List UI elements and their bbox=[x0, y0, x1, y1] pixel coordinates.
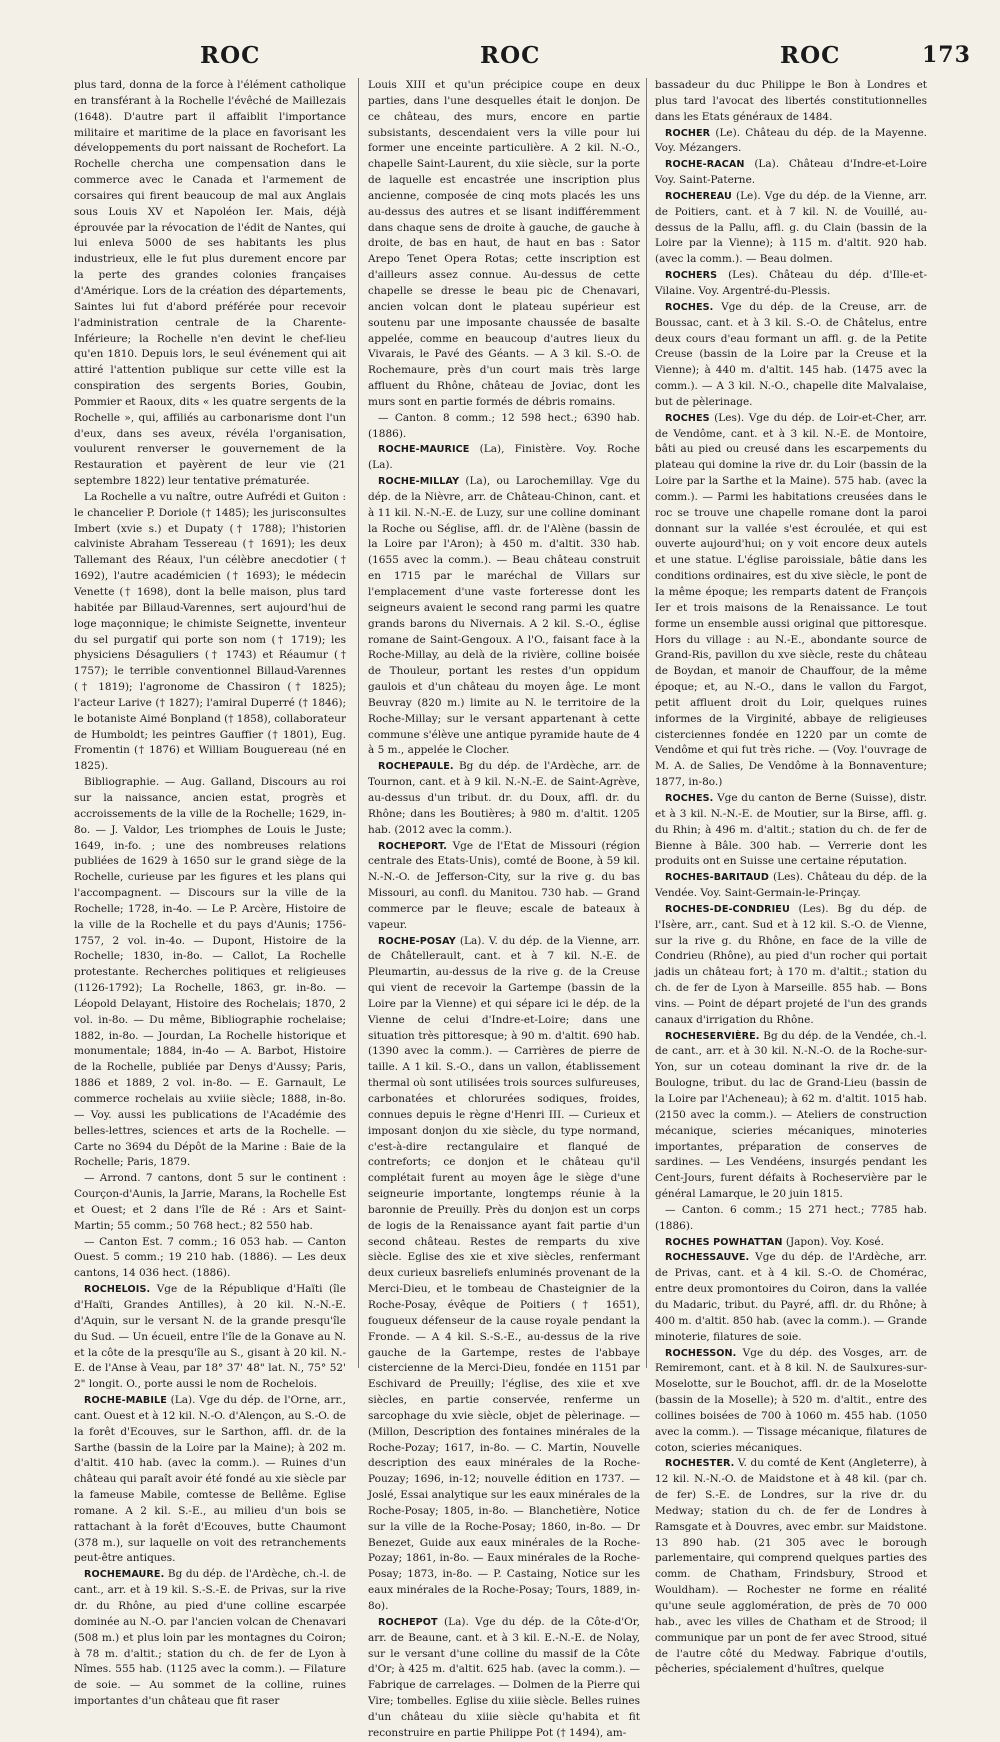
dictionary-entry bbox=[655, 268, 927, 300]
entry-paragraph bbox=[74, 78, 346, 490]
dictionary-entry bbox=[655, 1029, 927, 1203]
entry-text: Vge du dép. de l'Ardèche, arr. de Privas, cant. et à 4 kil. S.-O. de Chomérac, entre deux promontoires du Coiron, dans la vallée du Madaric, tribut. du Payré, affl. dr. du Rhône; à 400 m. d'altit. 850 hab. (avec la comm.). — Grande minoterie, filatures de soie. bbox=[655, 1251, 927, 1343]
entry-paragraph bbox=[74, 775, 346, 1171]
dictionary-entry bbox=[655, 902, 927, 1029]
dictionary-entry bbox=[368, 839, 640, 934]
entry-text: — Canton Est. 7 comm.; 16 053 hab. — Canton Ouest. 5 comm.; 19 210 hab. (1886). — Les deux cantons, 14 036 hect. (1886). bbox=[74, 1235, 346, 1280]
entry-headword: ROCHEMAURE. bbox=[84, 1569, 165, 1581]
dictionary-entry bbox=[368, 442, 640, 474]
entry-text: (La). V. du dép. de la Vienne, arr. de Châtellerault, cant. et à 7 kil. N.-E. de Pleumartin, au-dessus de la rive g. de la Creuse qui vient de recevoir la Gartempe (bassin de la Loire par la Vienne) et qui sépare ici le dép. de la Vienne de celui d'Indre-et-Loire; dans une situation très pittoresque; à 90 m. d'altit. 690 hab. (1390 avec la comm.). — Carrières de pierre de taille. A 1 kil. S.-O., dans un vallon, établissement thermal où sont utilisées trois sources sulfureuses, carbonatées et chlorurées sodiques, froides, connues depuis le règne d'Henri III. — Curieux et imposant donjon du xie siècle, du type normand, c'est-à-dire rectangulaire et flanqué de contreforts; ce donjon et le château qu'il complétait furent au moyen âge le siège d'une seigneurie importante, longtemps réunie à la baronnie de Preuilly. Près du donjon est un corps de logis de la Renaissance ayant fait partie d'un second château. Restes de remparts du xive siècle. Eglise des xie et xive siècles, renfermant deux curieux basreliefs enluminés provenant de la Merci-Dieu, et le tombeau de Chasteignier de la Roche-Posay, évêque de Poitiers († 1651), fougueux défenseur de la cause royale pendant la Fronde. — A 4 kil. S.-S.-E., au-dessus de la rive gauche de la Gartempe, restes de l'abbaye cistercienne de la Merci-Dieu, fondée en 1151 par Eschivard de Preuilly; l'église, des xiie et xve siècles, en partie conservée, renferme un sarcophage du xvie siècle, objet de pèlerinage. — (Millon, Description des fontaines minérales de la Roche-Pozay; 1617, in-8o. — C. Martin, Nouvelle description des eaux minérales de la Roche-Pouzay; 1696, in-12; nouvelle édition en 1737. — Joslé, Essai analytique sur les eaux minérales de la Roche-Posay; 1805, in-8o. — Blanchetière, Notice sur la ville de la Roche-Posay; 1860, in-8o. — Dr Benezet, Guide aux eaux minérales de la Roche-Pozay; 1861, in-8o. — Eaux minérales de la Roche-Posay; 1873, in-8o. — P. Castaing, Notice sur les eaux minérales de la Roche-Posay; Tours, 1889, in-8o). bbox=[368, 934, 640, 1612]
dictionary-entry bbox=[74, 1393, 346, 1567]
entry-text: Bg du dép. de l'Ardèche, arr. de Tournon, cant. et à 9 kil. N.-N.-E. de Saint-Agrève, au-dessus d'un tribut. dr. du Doux, affl. dr. du Rhône; dans les Boutières; à 980 m. d'altit. 1205 hab. (2012 avec la comm.). bbox=[368, 760, 640, 836]
entry-headword: ROCHE-MABILE bbox=[84, 1395, 167, 1407]
dictionary-entry bbox=[655, 157, 927, 189]
entry-headword: ROCHES. bbox=[665, 301, 714, 313]
running-head-left: ROC bbox=[200, 42, 261, 69]
entry-paragraph bbox=[74, 1171, 346, 1234]
dictionary-entry bbox=[368, 934, 640, 1615]
entry-text: (La), Finistère. Voy. Roche (La). bbox=[368, 443, 640, 472]
entry-text: — Canton. 6 comm.; 15 271 hect.; 7785 hab. (1886). bbox=[655, 1203, 927, 1232]
entry-text: bassadeur du duc Philippe le Bon à Londres et plus tard l'avocat des libertés constitutionnelles dans les Etats généraux de 1484. bbox=[655, 79, 927, 123]
dictionary-entry bbox=[74, 1567, 346, 1710]
entry-headword: ROCHEPOT bbox=[378, 1616, 438, 1628]
entry-headword: ROCHERS bbox=[665, 270, 718, 282]
entry-headword: ROCHES-BARITAUD bbox=[665, 872, 769, 884]
dictionary-entry bbox=[655, 791, 927, 870]
dictionary-entry bbox=[368, 759, 640, 838]
entry-paragraph bbox=[368, 411, 640, 443]
entry-text: (La). Vge du dép. de l'Orne, arr., cant. Ouest et à 12 kil. N.-O. d'Alençon, au S.-O. de la forêt d'Ecouves, sur le Sarthon, affl. dr. de la Sarthe (bassin de la Loire par la Maine); à 202 m. d'altit. 410 hab. (avec la comm.). — Ruines d'un château qui paraît avoir été fondé au xie siècle par la fameuse Mabile, comtesse de Bellême. Eglise romane. A 2 kil. S.-E., au milieu d'un bois se rattachant à la forêt d'Ecouves, butte Chaumont (378 m.), sur laquelle on voit des retranchements peut-être antiques. bbox=[74, 1394, 346, 1565]
page-number: 173 bbox=[922, 42, 971, 68]
entry-text: (Le). Château du dép. de la Mayenne. Voy. Mézangers. bbox=[655, 126, 927, 155]
entry-text: Vge du dép. des Vosges, arr. de Remiremont, cant. et à 8 kil. N. de Saulxures-sur-Moselotte, sur le Bouchot, affl. dr. de la Moselotte (bassin de la Moselle); à 520 m. d'altit., entre des collines boisées de 700 à 1060 m. 455 hab. (1050 avec la comm.). — Tissage mécanique, filatures de coton, scieries mécaniques. bbox=[655, 1346, 927, 1454]
entry-paragraph bbox=[655, 78, 927, 126]
entry-text: (Les). Bg du dép. de l'Isère, arr., cant. Sud et à 12 kil. S.-O. de Vienne, sur la rive g. du Rhône, en face de la ville de Condrieu (Rhône), au pied d'un rocher qui portait jadis un château fort; à 170 m. d'altit.; station du ch. de fer de Lyon à Marseille. 855 hab. — Bons vins. — Point de départ projeté de l'un des grands canaux d'irrigation du Rhône. bbox=[655, 902, 927, 1026]
text-column-2 bbox=[368, 78, 640, 1739]
entry-headword: ROCHES bbox=[665, 412, 710, 424]
entry-text: (Japon). Voy. Kosé. bbox=[782, 1235, 884, 1248]
entry-text: plus tard, donna de la force à l'élément catholique en transférant à la Rochelle l'évêché de Maillezais (1648). D'autre part il affaiblit l'importance militaire et maritime de la place en favorisant les développements du port naissant de Rochefort. La Rochelle chercha une compensation dans le commerce avec le Canada et l'armement de corsaires qui firent beaucoup de mal aux Anglais sous Louis XV et Napoléon Ier. Mais, déjà éprouvée par la révocation de l'édit de Nantes, qui lui enleva 5000 de ses habitants les plus industrieux, elle le fut plus durement encore par la perte des grandes colonies françaises d'Amérique. Lors de la création des départements, Saintes lui fut d'abord préférée pour recevoir l'administration centrale de la Charente-Inférieure; la Rochelle n'en devint le chef-lieu qu'en 1810. Depuis lors, le seul événement qui ait attiré l'attention publique sur cette ville est la conspiration des sergents Bories, Goubin, Pommier et Raoux, dits « les quatre sergents de la Rochelle », qui, affiliés au carbonarisme dont l'un d'eux, dans ses aveux, révéla l'organisation, voulurent renverser le gouvernement de la Restauration et payèrent de leur vie (21 septembre 1822) leur tentative prématurée. bbox=[74, 79, 346, 488]
dictionary-entry bbox=[655, 1250, 927, 1345]
entry-text: Bg du dép. de la Vendée, ch.-l. de cant., arr. et à 30 kil. N.-N.-O. de la Roche-sur-Yon, sur un coteau dominant la rive dr. de la Boulogne, tribut. du lac de Grand-Lieu (bassin de la Loire par l'Acheneau); à 62 m. d'altit. 1015 hab. (2150 avec la comm.). — Ateliers de construction mécanique, scieries mécaniques, minoteries importantes, préparation de conserves de sardines. — Les Vendéens, insurgés pendant les Cent-Jours, furent défaits à Rocheservière par le général Lamarque, le 20 juin 1815. bbox=[655, 1029, 927, 1201]
entry-headword: ROCHE-RACAN bbox=[665, 159, 745, 171]
entry-headword: ROCHESSAUVE. bbox=[665, 1252, 750, 1264]
entry-headword: ROCHEPORT. bbox=[378, 840, 448, 852]
entry-text: — Arrond. 7 cantons, dont 5 sur le continent : Courçon-d'Aunis, la Jarrie, Marans, la Rochelle Est et Ouest; et 2 dans l'île de Ré : Ars et Saint-Martin; 55 comm.; 50 768 hect.; 82 550 hab. bbox=[74, 1172, 346, 1232]
entry-text: Vge de la République d'Haïti (île d'Haïti, Grandes Antilles), à 20 kil. N.-N.-E. d'Aquin, sur le versant N. de la grande presqu'île du Sud. — Un écueil, entre l'île de la Gonave au N. et la côte de la presqu'île au S., gisant à 20 kil. N.-E. de l'Anse à Veau, par 18° 37' 48" lat. N., 75° 52' 2" longit. O., porte aussi le nom de Rochelois. bbox=[74, 1283, 346, 1391]
entry-text: (Les). Château du dép. d'Ille-et-Vilaine. Voy. Argentré-du-Plessis. bbox=[655, 269, 927, 297]
entry-paragraph bbox=[74, 490, 346, 775]
column-divider bbox=[646, 78, 647, 1368]
text-column-3 bbox=[655, 78, 927, 1676]
entry-text: (La). Château d'Indre-et-Loire Voy. Saint-Paterne. bbox=[655, 158, 927, 187]
entry-text: — Canton. 8 comm.; 12 598 hect.; 6390 hab. (1886). bbox=[368, 411, 640, 440]
running-head-center: ROC bbox=[480, 42, 541, 69]
dictionary-entry bbox=[655, 1456, 927, 1678]
entry-headword: ROCHES-DE-CONDRIEU bbox=[665, 903, 790, 915]
dictionary-entry bbox=[655, 411, 927, 791]
entry-text: Vge du canton de Berne (Suisse), distr. et à 3 kil. N.-N.-E. de Moutier, sur la Birse, affl. g. du Rhin; à 496 m. d'altit.; station du ch. de fer de Bienne à Bâle. 300 hab. — Verrerie dont les produits ont en Suisse une certaine réputation. bbox=[655, 791, 927, 868]
entry-headword: ROCHESERVIÈRE. bbox=[665, 1030, 760, 1042]
dictionary-entry bbox=[655, 189, 927, 268]
entry-text: V. du comté de Kent (Angleterre), à 12 kil. N.-N.-O. de Maidstone et à 48 kil. (par ch. de fer) S.-E. de Londres, sur la rive dr. du Medway; station du ch. de fer de Londres à Ramsgate et à Douvres, avec embr. sur Maidstone. 13 890 hab. (21 305 avec le borough parlementaire, qui comprend quelques parties des comm. de Chatham, Frindsbury, Strood et Wouldham). — Rochester ne forme en réalité qu'une seule agglomération, de près de 70 000 hab., avec les villes de Chatham et de Strood; il communique par un pont de fer avec Strood, situé de l'autre côté du Medway. Fabrique d'outils, pêcheries, spécialement d'huîtres, quelque bbox=[655, 1457, 927, 1676]
entry-text: Vge du dép. de la Creuse, arr. de Boussac, cant. et à 3 kil. S.-O. de Châtelus, entre deux cours d'eau formant un affl. g. de la Petite Creuse (bassin de la Loire par la Creuse et la Vienne); à 440 m. d'altit. 145 hab. (1475 avec la comm.). — A 3 kil. N.-O., chapelle dite Malvalaise, but de pèlerinage. bbox=[655, 300, 927, 408]
entry-text: (La), ou Larochemillay. Vge du dép. de la Nièvre, arr. de Château-Chinon, cant. et à 11 kil. N.-N.-E. de Luzy, sur une colline dominant la Roche ou Séglise, affl. dr. de l'Alène (bassin de la Loire par l'Aron); à 450 m. d'altit. 330 hab. (1655 avec la comm.). — Beau château construit en 1715 par le maréchal de Villars sur l'emplacement d'une vaste forteresse dont les seigneurs avaient le second rang parmi les quatre grands barons du Nivernais. A 2 kil. S.-O., église romane de Saint-Gengoux. A l'O., faisant face à la Roche-Millay, au delà de la rivière, colline boisée de Thouleur, portant les restes d'un oppidum gaulois et d'un château du moyen âge. Le mont Beuvray (820 m.) limite au N. le territoire de la Roche-Millay; sur le versant appartenant à cette commune s'élève une antique pyramide haute de 4 à 5 m., appelée le Clocher. bbox=[368, 475, 640, 757]
entry-text: La Rochelle a vu naître, outre Aufrédi et Guiton : le chancelier P. Doriole († 1485); les jurisconsultes Imbert (xvie s.) et Dupaty († 1788); l'historien calviniste Abraham Tessereau († 1691); les deux Tallemant des Réaux, l'un célèbre anecdotier († 1692), l'autre académicien († 1693); le médecin Venette († 1698), dont la belle maison, plus tard habitée par Billaud-Varennes, sert aujourd'hui de loge maçonnique; le chimiste Seignette, inventeur du sel purgatif qui porte son nom († 1719); les physiciens Désaguliers († 1743) et Réaumur († 1757); le terrible conventionnel Billaud-Varennes († 1819); l'agronome de Chassiron († 1825); l'acteur Larive († 1827); l'amiral Duperré († 1846); le botaniste Aimé Bonpland († 1858), collaborateur de Humboldt; les peintres Gauffier († 1801), Eug. Fromentin († 1876) et William Bouguereau (né en 1825). bbox=[74, 490, 347, 773]
text-column-1 bbox=[74, 78, 347, 1708]
entry-headword: ROCHELOIS. bbox=[84, 1284, 151, 1296]
entry-text: (Le). Vge du dép. de la Vienne, arr. de Poitiers, cant. et à 7 kil. N. de Vouillé, au-dessus de la Pallu, affl. g. du Clain (bassin de la Loire par la Vienne); à 115 m. d'altit. 920 hab. (avec la comm.). — Beau dolmen. bbox=[655, 189, 927, 266]
dictionary-entry bbox=[368, 1615, 640, 1742]
entry-text: Bg du dép. de l'Ardèche, ch.-l. de cant., arr. et à 19 kil. S.-S.-E. de Privas, sur la rive dr. du Rhône, au pied d'une colline escarpée dominée au N.-O. par l'ancien volcan de Chenavari (508 m.) et plus loin par les montagnes du Coiron; à 78 m. d'altit.; station du ch. de fer de Lyon à Nîmes. 555 hab. (1125 avec la comm.). — Filature de soie. — Au sommet de la colline, ruines importantes d'un château que fit raser bbox=[74, 1568, 346, 1708]
entry-paragraph bbox=[74, 1235, 346, 1283]
entry-headword: ROCHES. bbox=[665, 792, 714, 804]
dictionary-entry bbox=[368, 474, 640, 759]
dictionary-entry bbox=[655, 126, 927, 158]
entry-headword: ROCHE-POSAY bbox=[378, 935, 456, 947]
entry-headword: ROCHESSON. bbox=[665, 1347, 737, 1359]
dictionary-entry bbox=[655, 870, 927, 902]
dictionary-entry bbox=[655, 1346, 927, 1457]
entry-headword: ROCHES POWHATTAN bbox=[665, 1236, 783, 1248]
entry-headword: ROCHE-MILLAY bbox=[378, 476, 460, 488]
dictionary-entry bbox=[655, 1235, 927, 1251]
entry-text: Vge de l'Etat de Missouri (région centrale des Etats-Unis), comté de Boone, à 59 kil. N.-N.-O. de Jefferson-City, sur la rive g. du bas Missouri, au confl. du Manitou. 730 hab. — Grand commerce par le fleuve; escale de bateaux à vapeur. bbox=[368, 839, 640, 931]
dictionary-entry bbox=[74, 1282, 346, 1393]
entry-paragraph bbox=[368, 78, 640, 411]
entry-headword: ROCHER bbox=[665, 127, 711, 139]
entry-text: (Les). Vge du dép. de Loir-et-Cher, arr. de Vendôme, cant. et à 3 kil. N.-E. de Montoire, bâti au pied ou creusé dans les escarpements du plateau qui domine la rive dr. du Loir (bassin de la Loire par la Sarthe et la Maine). 575 hab. (avec la comm.). — Parmi les habitations creusées dans le roc se trouve une chapelle romane dont la paroi donnant sur la vallée s'est écroulée, et qui est ouverte aujourd'hui; on y voit encore deux autels et une statue. L'église paroissiale, bâtie dans les conditions ordinaires, est du xive siècle, le pont de la même époque; les remparts datent de François Ier et trois maisons de la Renaissance. Le tout forme un ensemble aussi original que pittoresque. Hors du village : au N.-E., abondante source de Grand-Ris, pavillon du xve siècle, reste du château de Boydan, et manoir de Chauffour, de la même époque; et, au N.-O., dans le vallon du Fargot, petit affluent droit du Loir, quelques ruines informes de la Virginité, abbaye de religieuses cisterciennes fondée en 1220 par un comte de Vendôme et qui fut très riche. — (Voy. l'ouvrage de M. A. de Salies, De Vendôme à la Bonnaventure; 1877, in-8o.) bbox=[655, 411, 927, 789]
entry-headword: ROCHESTER. bbox=[665, 1458, 735, 1470]
dictionary-entry bbox=[655, 300, 927, 411]
entry-text: (Les). Château du dép. de la Vendée. Voy. Saint-Germain-le-Prinçay. bbox=[655, 871, 927, 900]
entry-text: (La). Vge du dép. de la Côte-d'Or, arr. de Beaune, cant. et à 3 kil. E.-N.-E. de Nolay, sur le versant d'une colline du massif de la Côte d'Or; à 425 m. d'altit. 625 hab. (avec la comm.). — Fabrique de carrelages. — Dolmen de la Pierre qui Vire; tombelles. Eglise du xiiie siècle. Belles ruines d'un château du xiiie siècle qu'habita et fit reconstruire en partie Philippe Pot († 1494), am- bbox=[368, 1615, 640, 1739]
entry-text: Louis XIII et qu'un précipice coupe en deux parties, dans l'une desquelles était le donjon. De ce château, des murs, encore en partie subsistants, descendaient vers la ville pour lui former une enceinte particulière. A 2 kil. N.-O., chapelle Saint-Laurent, du xiie siècle, sur la porte de laquelle est encastrée une inscription plus ancienne, composée de cinq mots placés les uns au-dessus des autres et se lisant indifféremment dans chaque sens de droite à gauche, de gauche à droite, de bas en haut, de haut en bas : Sator Arepo Tenet Opera Rotas; cette inscription est d'ailleurs assez connue. Au-dessus de cette chapelle se dresse le beau pic de Chenavari, ancien volcan dont le plateau supérieur est soutenu par une imposante chaussée de basalte appelée, comme en beaucoup d'autres lieux du Vivarais, le Pavé des Géants. — A 3 kil. S.-O. de Rochemaure, près d'un court mais très large affluent du Rhône, château de Joviac, dont les murs sont en partie formés de débris romains. bbox=[368, 79, 640, 408]
entry-headword: ROCHEPAULE. bbox=[378, 761, 454, 773]
entry-headword: ROCHEREAU bbox=[665, 190, 732, 202]
column-divider bbox=[358, 78, 359, 1368]
running-head-right: ROC bbox=[780, 42, 841, 69]
entry-paragraph bbox=[655, 1203, 927, 1235]
entry-text: Bibliographie. — Aug. Galland, Discours au roi sur la naissance, ancien estat, progrès et accroissements de la ville de la Rochelle; 1629, in-8o. — J. Valdor, Les triomphes de Louis le Juste; 1649, in-fo. ; une des nombreuses relations publiées de 1629 à 1650 sur le grand siège de la Rochelle, curieuse par les figures et les plans qui l'accompagnent. — Discours sur la ville de la Rochelle; 1728, in-4o. — Le P. Arcère, Histoire de la ville de la Rochelle et du pays d'Aunis; 1756-1757, 2 vol. in-4o. — Dupont, Histoire de la Rochelle; 1830, in-8o. — Callot, La Rochelle protestante. Recherches politiques et religieuses (1126-1792); La Rochelle, 1863, gr. in-8o. — Léopold Delayant, Histoire des Rochelais; 1870, 2 vol. in-8o. — Du même, Bibliographie rochelaise; 1882, in-8o. — Jourdan, La Rochelle historique et monumentale; 1884, in-4o — A. Barbot, Histoire de la Rochelle, publiée par Denys d'Aussy; Paris, 1886 et 1889, 2 vol. in-8o. — E. Garnault, Le commerce rochelais au xviiie siècle; 1888, in-8o. — Voy. aussi les publications de l'Académie des belles-lettres, sciences et arts de la Rochelle. — Carte no 3694 du Dépôt de la Marine : Baie de la Rochelle; Paris, 1879. bbox=[74, 776, 346, 1169]
entry-headword: ROCHE-MAURICE bbox=[378, 444, 470, 456]
